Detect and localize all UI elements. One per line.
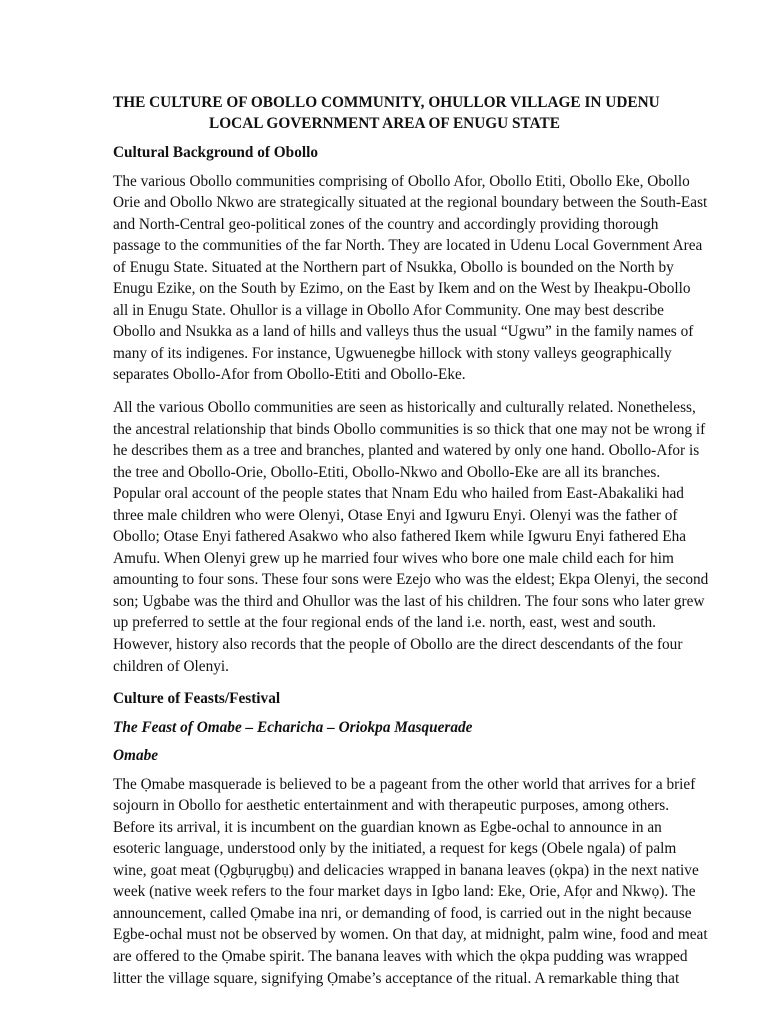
text-line: amounting to four sons. These four sons were Ezejo who was the eldest; Ekpa Olenyi, the second bbox=[113, 571, 709, 589]
text-line: are offered to the Ọmabe spirit. The banana leaves with which the ọkpa pudding was wrapped bbox=[113, 947, 688, 965]
text-line: all in Enugu State. Ohullor is a village in Obollo Afor Community. One may best describe bbox=[113, 301, 664, 319]
text-line: announcement, called Ọmabe ina nri, or demanding of food, is carried out in the night because bbox=[113, 904, 692, 922]
document-title bbox=[113, 92, 660, 134]
text-line: Obollo; Otase Enyi fathered Asakwo who also fathered Ikem while Igwuru Enyi fathered Eha bbox=[113, 528, 687, 546]
text-line: sojourn in Obollo for aesthetic entertainment and with therapeutic purposes, among others. bbox=[113, 797, 670, 815]
text-line: the ancestral relationship that binds Obollo communities is so thick that one may not be wrong if bbox=[113, 420, 706, 438]
heading-feasts: Culture of Feasts/Festival bbox=[113, 690, 281, 708]
text-line: All the various Obollo communities are seen as historically and culturally related. Nonetheless, bbox=[113, 398, 696, 416]
paragraph-1 bbox=[113, 171, 708, 386]
text-line: of Enugu State. Situated at the Northern part of Nsukka, Obollo is bounded on the North by bbox=[113, 258, 674, 276]
text-line: Orie and Obollo Nkwo are strategically situated at the regional boundary between the South-East bbox=[113, 194, 708, 212]
text-line: children of Olenyi. bbox=[113, 657, 229, 675]
text-line: The various Obollo communities comprising of Obollo Afor, Obollo Etiti, Obollo Eke, Obollo bbox=[113, 172, 690, 190]
text-line: son; Ugbabe was the third and Ohullor was the last of his children. The four sons who later grew bbox=[113, 592, 705, 610]
text-line: and North-Central geo-political zones of the country and accordingly providing thorough bbox=[113, 215, 659, 233]
text-line: Amufu. When Olenyi grew up he married four wives who bore one male child each for him bbox=[113, 549, 674, 567]
text-line: However, history also records that the people of Obollo are the direct descendants of the four bbox=[113, 635, 683, 653]
document-page bbox=[113, 92, 709, 1000]
text-line: passage to the communities of the far North. They are located in Udenu Local Government Area bbox=[113, 237, 703, 255]
text-line: he describes them as a tree and branches, planted and watered by only one hand. Obollo-Afor is bbox=[113, 442, 700, 460]
heading-cultural-background: Cultural Background of Obollo bbox=[113, 144, 318, 161]
text-line: up preferred to settle at the four regional ends of the land i.e. north, east, west and south. bbox=[113, 614, 656, 632]
text-line: The Ọmabe masquerade is believed to be a pageant from the other world that arrives for a brief bbox=[113, 775, 696, 793]
paragraph-3 bbox=[113, 774, 708, 989]
heading-omabe: Omabe bbox=[113, 747, 159, 765]
text-line: Enugu Ezike, on the South by Ezimo, on the East by Ikem and on the West by Iheakpu-Obollo bbox=[113, 280, 691, 298]
text-line: Popular oral account of the people states that Nnam Edu who hailed from East-Abakaliki had bbox=[113, 485, 684, 503]
text-line: esoteric language, understood only by the initiated, a request for kegs (Obele ngala) of palm bbox=[113, 840, 677, 858]
text-line: litter the village square, signifying Ọmabe’s acceptance of the ritual. A remarkable thing that bbox=[113, 969, 680, 987]
text-line: Egbe-ochal must not be observed by women. On that day, at midnight, palm wine, food and meat bbox=[113, 926, 708, 944]
text-line: Obollo and Nsukka as a land of hills and valleys thus the usual “Ugwu” in the family names of bbox=[113, 323, 694, 341]
heading-feast-of-omabe: The Feast of Omabe – Echaricha – Oriokpa Masquerade bbox=[113, 718, 473, 736]
text-line: week (native week refers to the four market days in Igbo land: Eke, Orie, Afọr and Nkwọ). The bbox=[113, 883, 696, 901]
title-line: LOCAL GOVERNMENT AREA OF ENUGU STATE bbox=[209, 115, 560, 132]
text-line: three male children who were Olenyi, Otase Enyi and Igwuru Enyi. Olenyi was the father of bbox=[113, 506, 678, 524]
text-line: separates Obollo-Afor from Obollo-Etiti and Obollo-Eke. bbox=[113, 366, 466, 384]
title-line: THE CULTURE OF OBOLLO COMMUNITY, OHULLOR VILLAGE IN UDENU bbox=[113, 94, 660, 111]
text-line: wine, goat meat (Ọgbụrụgbụ) and delicacies wrapped in banana leaves (ọkpa) in the next native bbox=[113, 861, 699, 879]
text-line: Before its arrival, it is incumbent on the guardian known as Egbe-ochal to announce in an bbox=[113, 818, 662, 836]
text-line: the tree and Obollo-Orie, Obollo-Etiti, Obollo-Nkwo and Obollo-Eke are all its branches. bbox=[113, 463, 661, 481]
paragraph-2 bbox=[113, 397, 709, 677]
text-line: many of its indigenes. For instance, Ugwuenegbe hillock with stony valleys geographically bbox=[113, 344, 672, 362]
